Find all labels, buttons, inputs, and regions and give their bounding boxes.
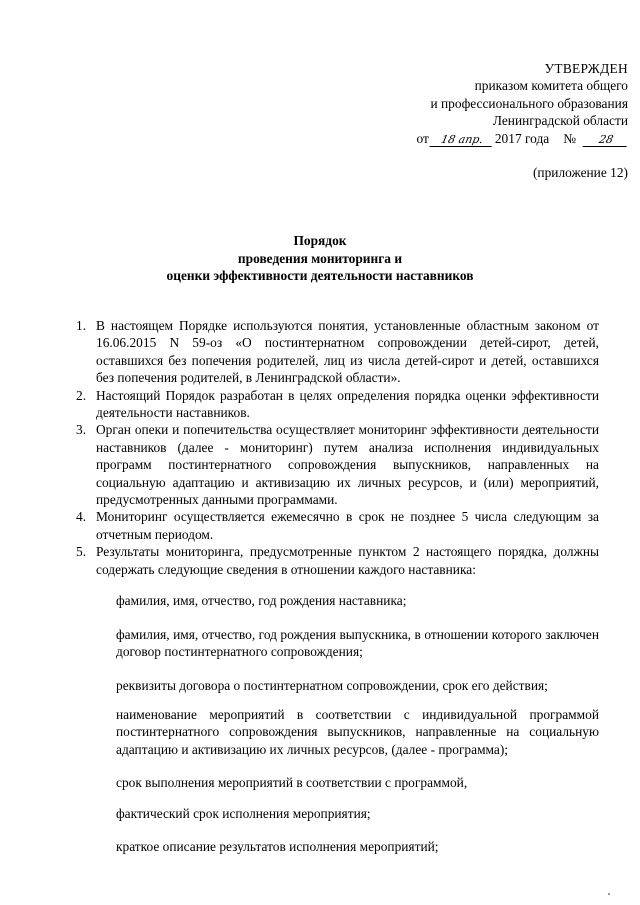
subitem: фактический срок исполнения мероприятия; <box>116 806 371 821</box>
approval-line-1: приказом комитета общего <box>474 78 628 94</box>
title-line-1: Порядок <box>293 233 347 248</box>
item-number: 1. <box>76 318 87 333</box>
subitem: фамилия, имя, отчество, год рождения наставника; <box>116 593 407 608</box>
approval-block <box>416 60 628 147</box>
item-number: 3. <box>76 422 87 438</box>
number-sign: № <box>563 130 576 146</box>
subitem: наименование мероприятий в соответствии с индивидуальной программой постинтернатного сопровождения выпускников, направленные на социальную адаптацию и активизацию их личных ресурсов, (далее - программа); <box>116 707 599 757</box>
date-suffix: 2017 года <box>494 130 550 146</box>
item-number: 5. <box>76 544 87 560</box>
scan-speck <box>608 893 610 895</box>
handwritten-number: 28 <box>583 133 630 147</box>
appendix-label: (приложение 12) <box>532 165 628 180</box>
list-item <box>76 421 599 508</box>
item-text: В настоящем Порядке используются понятия, установленные областным законом от 16.06.2015 N 59-оз «О постинтернатном сопровождении детей-сирот, детей, оставшихся без попечения родителей, лиц из числа детей-сирот и детей, оставшихся без попечения родителей, в Ленинградской области». <box>96 318 599 386</box>
title-line-2: проведения мониторинга и <box>237 250 403 266</box>
item-text: Результаты мониторинга, предусмотренные пунктом 2 настоящего порядка, должны содержать следующие сведения в отношении каждого наставника: <box>96 544 599 577</box>
item-text: Настоящий Порядок разработан в целях определения порядка оценки эффективности деятельности наставников. <box>96 387 599 421</box>
handwritten-date: 18 апр. <box>429 133 494 147</box>
list-item <box>76 317 599 387</box>
subitem: краткое описание результатов исполнения мероприятий; <box>116 839 439 854</box>
item-number: 2. <box>76 387 87 403</box>
approval-line-2: и профессионального образования <box>430 95 628 111</box>
numbered-list <box>76 317 599 578</box>
list-item <box>76 543 599 578</box>
subitem: фамилия, имя, отчество, год рождения выпускника, в отношении которого заключен договор постинтернатного сопровождения; <box>116 627 599 660</box>
item-number: 4. <box>76 509 87 525</box>
list-item <box>76 508 599 543</box>
date-prefix: от <box>416 130 429 146</box>
item-text: Орган опеки и попечительства осуществляет мониторинг эффективности деятельности наставников (далее - мониторинг) путем анализа исполнения индивидуальных программ постинтернатного сопровождения выпускников, направленных на социальную адаптацию и активизацию их личных ресурсов, и (или) мероприятий, предусмотренных данными программами. <box>96 422 599 508</box>
list-item <box>76 387 599 422</box>
subitem: срок выполнения мероприятий в соответствии с программой, <box>116 775 468 790</box>
approval-line-3: Ленинградской области <box>492 113 628 129</box>
subitem: реквизиты договора о постинтернатном сопровождении, срок его действия; <box>116 678 548 693</box>
approval-date-line <box>416 130 628 147</box>
approval-stamp: УТВЕРЖДЕН <box>544 61 628 76</box>
item-text: Мониторинг осуществляется ежемесячно в срок не позднее 5 числа следующим за отчетным периодом. <box>96 509 599 542</box>
document-title <box>0 232 640 285</box>
title-line-3: оценки эффективности деятельности наставников <box>166 268 474 283</box>
